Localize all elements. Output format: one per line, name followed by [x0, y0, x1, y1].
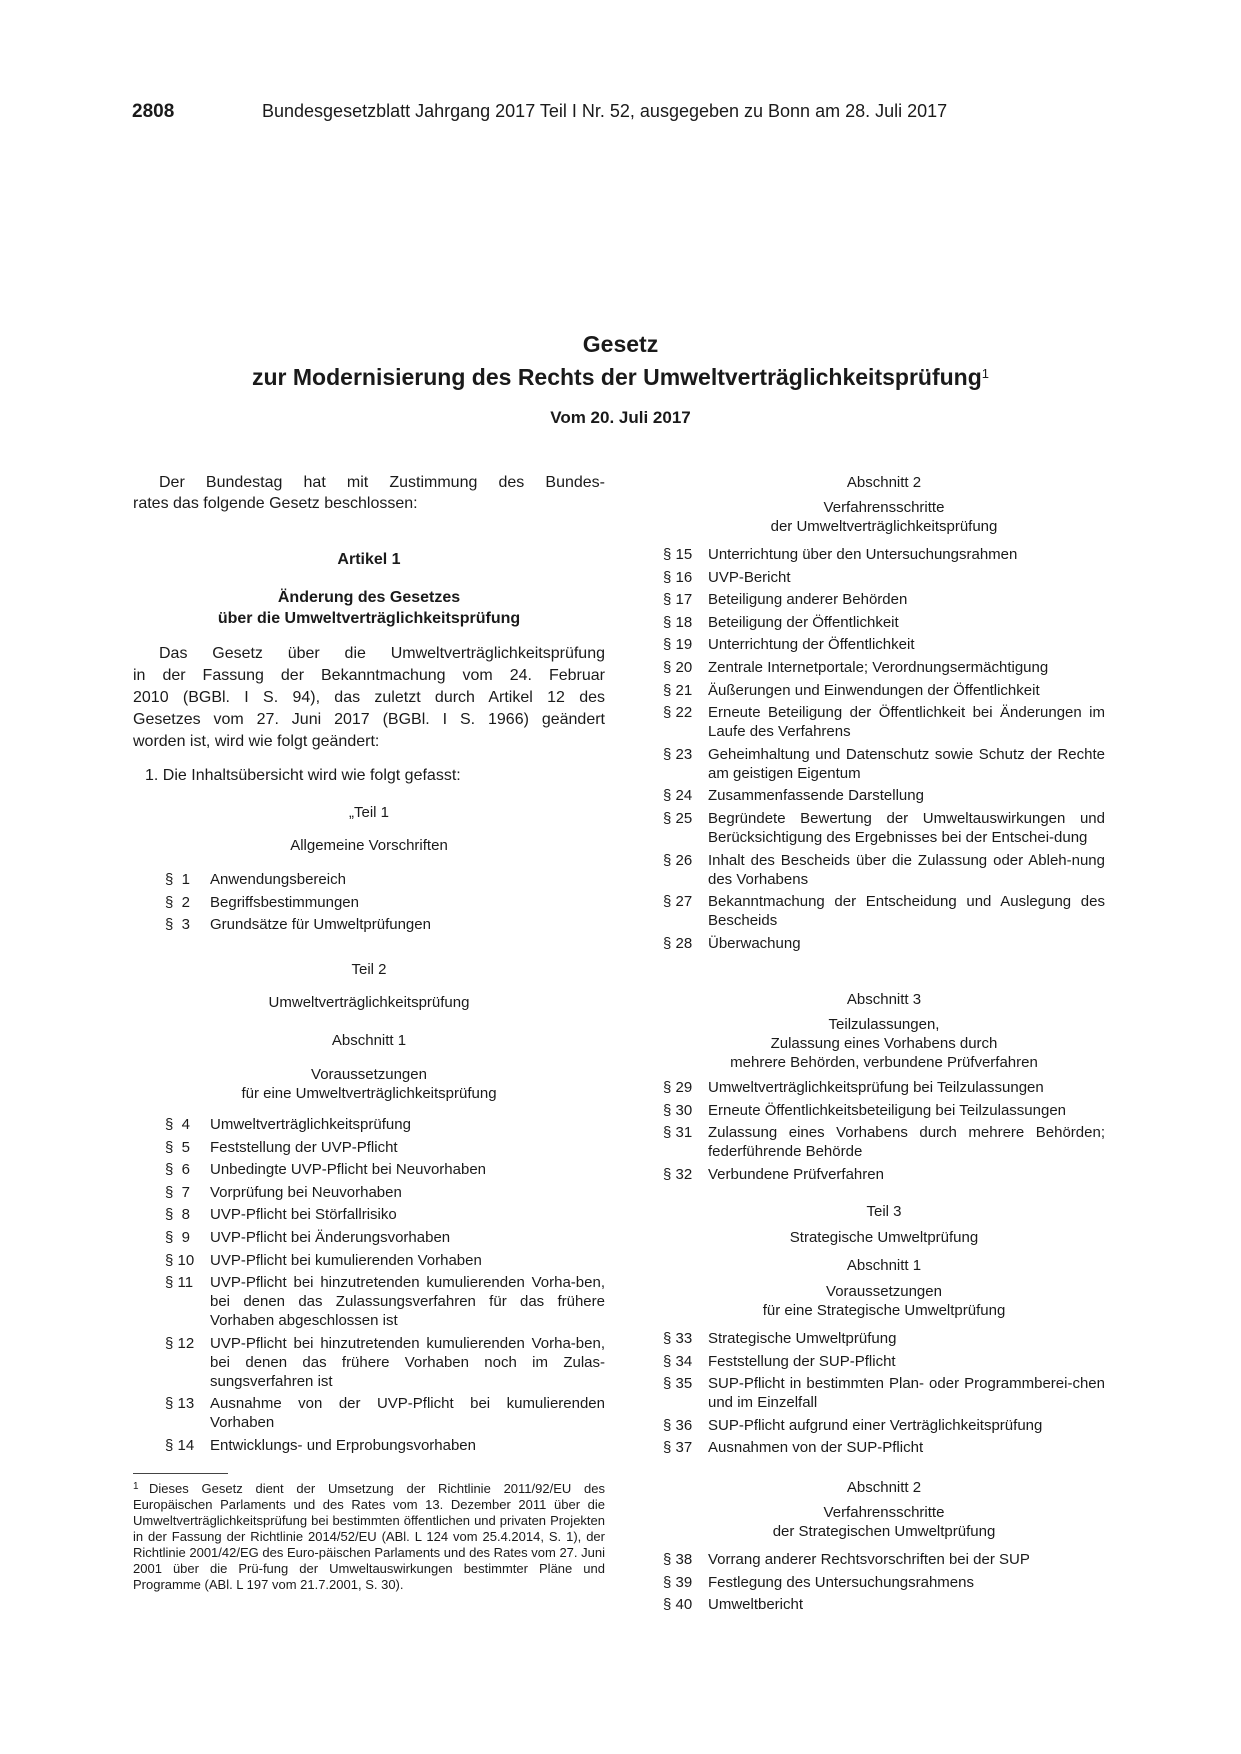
section-title: Entwicklungs- und Erprobungsvorhaben: [210, 1436, 476, 1454]
teil3-heading: Teil 3: [866, 1203, 902, 1220]
section-number: § 37: [663, 1439, 693, 1457]
footnote-divider: [133, 1473, 228, 1474]
section-title: Ausnahme von der UVP-Pflicht bei kumulierenden Vorhaben: [210, 1395, 605, 1432]
section-number: § 27: [663, 893, 693, 911]
section-number: § 29: [663, 1079, 693, 1096]
intro-line1: Der Bundestag hat mit Zustimmung des Bundes-: [159, 474, 605, 491]
section-number: § 33: [663, 1330, 693, 1347]
teil1-heading: „Teil 1: [348, 804, 389, 821]
toc-entry: [663, 1374, 1105, 1412]
toc-entry: [663, 851, 1105, 889]
abschnitt1-heading: Abschnitt 1: [331, 1032, 407, 1049]
toc-entry: [663, 1595, 1105, 1614]
toc-entry: [165, 914, 605, 937]
toc-entry: [165, 1160, 605, 1179]
abschnitt2-heading: Abschnitt 2: [846, 474, 922, 491]
section-title: UVP-Pflicht bei Änderungsvorhaben: [210, 1228, 451, 1246]
toc-entry: [663, 892, 1105, 930]
toc-entry: [165, 1251, 605, 1270]
section-title: Vorprüfung bei Neuvorhaben: [210, 1183, 402, 1201]
section-title: Zentrale Internetportale; Verordnungsermächtigung: [708, 658, 1049, 676]
teil2-heading: Teil 2: [351, 961, 387, 978]
section-number: § 8: [165, 1206, 191, 1224]
toc-entry: [663, 703, 1105, 741]
abschnitt3-title-line2: Zulassung eines Vorhabens durch: [770, 1035, 998, 1052]
section-title: Unbedingte UVP-Pflicht bei Neuvorhaben: [210, 1161, 486, 1179]
toc-entry: [165, 1334, 605, 1391]
section-number: § 25: [663, 809, 693, 827]
abschnitt2-title-line2: der Umweltverträglichkeitsprüfung: [770, 518, 998, 535]
toc-entry: [663, 1550, 1105, 1569]
toc-entry: [663, 1438, 1105, 1457]
toc-entry: [663, 1329, 1105, 1348]
section-title: SUP-Pflicht aufgrund einer Verträglichkeitsprüfung: [708, 1416, 1043, 1434]
toc-entry: [663, 568, 1105, 587]
toc-entry: [663, 745, 1105, 783]
list-item-1: 1. Die Inhaltsübersicht wird wie folgt gefasst:: [145, 767, 461, 784]
left-column: [133, 0, 605, 1470]
section-title: Überwachung: [708, 934, 801, 952]
section-title: SUP-Pflicht in bestimmten Plan- oder Programmberei-chen und im Einzelfall: [708, 1375, 1105, 1412]
section-title: Bekanntmachung der Entscheidung und Auslegung des Bescheids: [708, 893, 1105, 930]
page-number: 2808: [132, 101, 175, 122]
toc-entry: [165, 1205, 605, 1224]
section-number: § 13: [165, 1395, 195, 1413]
toc-entry: [663, 809, 1105, 847]
section-title: UVP-Bericht: [708, 568, 791, 586]
section-number: § 40: [663, 1596, 693, 1614]
toc-entry: [663, 613, 1105, 632]
section-title: Strategische Umweltprüfung: [708, 1330, 897, 1347]
section-number: § 32: [663, 1165, 693, 1183]
toc-entry: [663, 1101, 1105, 1120]
toc-entry: [663, 658, 1105, 677]
section-title: Unterrichtung der Öffentlichkeit: [708, 636, 915, 654]
section-title: Umweltverträglichkeitsprüfung bei Teilzulassungen: [708, 1079, 1044, 1096]
intro-line2: rates das folgende Gesetz beschlossen:: [133, 495, 418, 512]
teil3-abschnitt1-toc: [663, 1329, 1105, 1461]
section-number: § 26: [663, 851, 693, 869]
section-number: § 2: [165, 893, 191, 911]
artikel-heading: Artikel 1: [337, 551, 401, 568]
toc-entry: [165, 1138, 605, 1157]
section-title: Äußerungen und Einwendungen der Öffentlichkeit: [708, 681, 1040, 699]
abschnitt1-toc: [165, 1115, 605, 1459]
section-number: § 31: [663, 1124, 693, 1142]
section-title: Vorrang anderer Rechtsvorschriften bei der SUP: [708, 1551, 1030, 1568]
section-title: UVP-Pflicht bei hinzutretenden kumulierenden Vorha-ben, bei denen das frühere Vorhaben noch im Zulas-sungsverfahren ist: [210, 1334, 605, 1390]
section-number: § 28: [663, 934, 693, 952]
section-title: Feststellung der SUP-Pflicht: [708, 1352, 896, 1370]
abschnitt2-title-line1: Verfahrensschritte: [823, 499, 945, 516]
abschnitt3-heading: Abschnitt 3: [846, 991, 922, 1008]
section-number: § 18: [663, 613, 693, 631]
section-title: UVP-Pflicht bei Störfallrisiko: [210, 1206, 397, 1224]
teil3-abschnitt2-toc: [663, 1550, 1105, 1618]
running-head: Bundesgesetzblatt Jahrgang 2017 Teil I Nr. 52, ausgegeben zu Bonn am 28. Juli 2017: [262, 101, 948, 121]
abschnitt1-title-line1: Voraussetzungen: [311, 1066, 427, 1083]
section-number: § 3: [165, 916, 191, 934]
law-title-line1: Gesetz: [582, 331, 659, 357]
teil3-abschnitt1-title-line2: für eine Strategische Umweltprüfung: [762, 1302, 1006, 1319]
abschnitt2-toc: [663, 545, 1105, 956]
toc-entry: [165, 1273, 605, 1330]
section-number: § 22: [663, 704, 693, 722]
abschnitt3-title-line3: mehrere Behörden, verbundene Prüfverfahren: [730, 1054, 1038, 1071]
footnote-text: Dieses Gesetz dient der Umsetzung der Richtlinie 2011/92/EU des Europäischen Parlaments und des Rates vom 13. Dezember 2011 über die Umweltverträglichkeitsprüfung bei bestimmten öffentlichen und privaten Projekten in der Fassung der Richtlinie 2014/52/EU (ABl. L 124 vom 25.4.2014, S. 1), der Richtlinie 2001/42/EG des Euro-päischen Parlaments und des Rates vom 27. Juni 2001 über die Prü-fung der Umweltauswirkungen bestimmter Pläne und Programme (ABl. L 197 vom 21.7.2001, S. 30).: [133, 1481, 605, 1592]
toc-entry: [165, 892, 605, 915]
section-title: Festlegung des Untersuchungsrahmens: [708, 1573, 974, 1591]
toc-entry: [165, 1228, 605, 1247]
toc-entry: [663, 786, 1105, 805]
section-title: Umweltbericht: [708, 1596, 804, 1614]
section-number: § 10: [165, 1251, 195, 1269]
section-title: Erneute Beteiligung der Öffentlichkeit bei Änderungen im Laufe des Verfahrens: [708, 704, 1105, 741]
section-title: UVP-Pflicht bei hinzutretenden kumulierenden Vorha-ben, bei denen das Zulassungsverfahren für das frühere Vorhaben abgeschlossen ist: [210, 1274, 605, 1330]
teil2-title: Umweltverträglichkeitsprüfung: [268, 994, 470, 1011]
footnote-mark: 1: [133, 1481, 139, 1492]
section-number: § 14: [165, 1436, 195, 1454]
teil1-toc: [165, 869, 605, 937]
amendment-line: Gesetzes vom 27. Juni 2017 (BGBl. I S. 1966) geändert: [133, 711, 605, 728]
section-title: Umweltverträglichkeitsprüfung: [210, 1116, 411, 1133]
section-number: § 11: [165, 1274, 194, 1292]
toc-entry: [663, 635, 1105, 654]
section-number: § 23: [663, 745, 693, 763]
section-number: § 9: [165, 1228, 191, 1246]
amendment-line: Das Gesetz über die Umweltverträglichkeitsprüfung: [159, 645, 605, 662]
section-title: Beteiligung der Öffentlichkeit: [708, 613, 899, 631]
toc-entry: [165, 1394, 605, 1432]
toc-entry: [663, 934, 1105, 953]
teil1-title: Allgemeine Vorschriften: [290, 837, 448, 854]
section-number: § 7: [165, 1183, 191, 1201]
section-title: Anwendungsbereich: [210, 871, 346, 888]
teil3-abschnitt1-heading: Abschnitt 1: [846, 1257, 922, 1274]
artikel-title-line1: Änderung des Gesetzes: [277, 589, 461, 606]
section-number: § 1: [165, 871, 191, 888]
section-number: § 5: [165, 1138, 191, 1156]
toc-entry: [663, 545, 1105, 564]
section-number: § 20: [663, 658, 693, 676]
section-title: Feststellung der UVP-Pflicht: [210, 1138, 398, 1156]
section-number: § 35: [663, 1375, 693, 1393]
section-title: Ausnahmen von der SUP-Pflicht: [708, 1439, 924, 1457]
toc-entry: [663, 1416, 1105, 1435]
section-number: § 6: [165, 1161, 191, 1179]
section-number: § 38: [663, 1551, 693, 1568]
section-number: § 16: [663, 568, 693, 586]
section-number: § 12: [165, 1334, 195, 1352]
section-number: § 17: [663, 591, 693, 609]
abschnitt3-toc: [663, 1078, 1105, 1187]
section-number: § 39: [663, 1573, 693, 1591]
section-title: UVP-Pflicht bei kumulierenden Vorhaben: [210, 1251, 482, 1269]
right-column: [663, 0, 1105, 1620]
toc-entry: [663, 1573, 1105, 1592]
abschnitt1-title-line2: für eine Umweltverträglichkeitsprüfung: [241, 1085, 497, 1102]
teil3-title: Strategische Umweltprüfung: [789, 1229, 979, 1246]
section-title: Erneute Öffentlichkeitsbeteiligung bei Teilzulassungen: [708, 1101, 1067, 1119]
teil3-abschnitt2-heading: Abschnitt 2: [846, 1479, 922, 1496]
toc-entry: [165, 1183, 605, 1202]
toc-entry: [165, 1436, 605, 1455]
toc-entry: [165, 1115, 605, 1134]
section-title: Unterrichtung über den Untersuchungsrahmen: [708, 546, 1018, 563]
section-title: Verbundene Prüfverfahren: [708, 1165, 884, 1183]
section-title: Begriffsbestimmungen: [210, 893, 359, 911]
amendment-paragraph: [133, 644, 605, 751]
section-number: § 24: [663, 787, 693, 805]
section-title: Geheimhaltung und Datenschutz sowie Schutz der Rechte am geistigen Eigentum: [708, 745, 1105, 782]
abschnitt3-title-line1: Teilzulassungen,: [828, 1016, 940, 1033]
toc-entry: [663, 1352, 1105, 1371]
toc-entry: [663, 681, 1105, 700]
section-title: Zusammenfassende Darstellung: [708, 787, 924, 805]
section-number: § 34: [663, 1352, 693, 1370]
section-title: Grundsätze für Umweltprüfungen: [210, 916, 431, 934]
teil3-abschnitt2-title-line1: Verfahrensschritte: [823, 1504, 945, 1521]
section-number: § 36: [663, 1416, 693, 1434]
section-number: § 21: [663, 681, 693, 699]
law-date: Vom 20. Juli 2017: [550, 408, 691, 427]
footnote: [133, 1479, 605, 1593]
teil3-abschnitt1-title-line1: Voraussetzungen: [826, 1283, 942, 1300]
footnote-reference[interactable]: 1: [981, 366, 989, 381]
amendment-line: worden ist, wird wie folgt geändert:: [133, 733, 380, 750]
law-title-line2-text: zur Modernisierung des Rechts der Umweltverträglichkeitsprüfung: [252, 364, 982, 390]
teil3-abschnitt2-title-line2: der Strategischen Umweltprüfung: [772, 1523, 996, 1540]
toc-entry: [165, 869, 605, 892]
section-number: § 19: [663, 636, 693, 654]
section-number: § 30: [663, 1101, 693, 1119]
section-title: Beteiligung anderer Behörden: [708, 591, 908, 609]
section-number: § 15: [663, 546, 693, 563]
section-title: Zulassung eines Vorhabens durch mehrere Behörden; federführende Behörde: [708, 1124, 1105, 1161]
section-title: Begründete Bewertung der Umweltauswirkungen und Berücksichtigung des Ergebnisses bei der Entschei-dung: [708, 809, 1105, 846]
section-number: § 4: [165, 1116, 191, 1133]
toc-entry: [663, 1123, 1105, 1161]
toc-entry: [663, 590, 1105, 609]
amendment-line: 2010 (BGBl. I S. 94), das zuletzt durch Artikel 12 des: [133, 689, 605, 706]
toc-entry: [663, 1165, 1105, 1184]
amendment-line: in der Fassung der Bekanntmachung vom 24. Februar: [133, 667, 605, 684]
toc-entry: [663, 1078, 1105, 1097]
artikel-title-line2: über die Umweltverträglichkeitsprüfung: [217, 610, 521, 627]
section-title: Inhalt des Bescheids über die Zulassung oder Ableh-nung des Vorhabens: [708, 851, 1105, 888]
